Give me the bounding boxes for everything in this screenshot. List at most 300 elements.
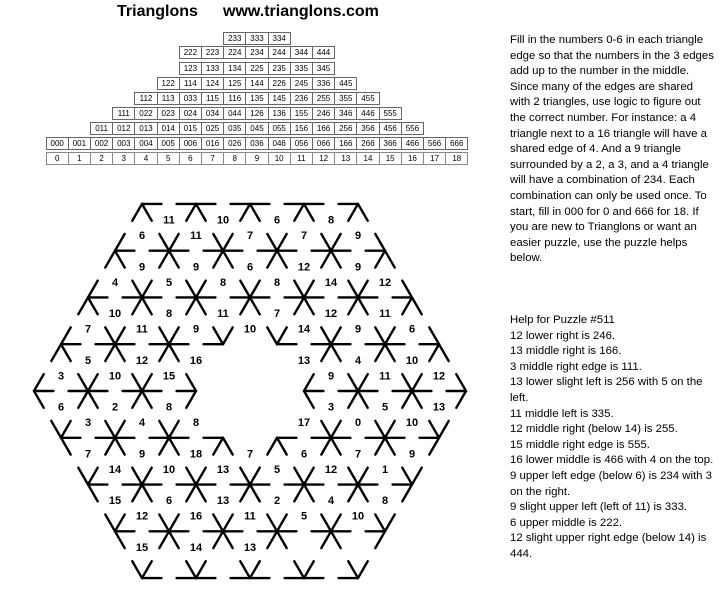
combo-cell: 166: [334, 137, 357, 150]
triangle-clue: 10: [243, 323, 257, 336]
edge-stroke[interactable]: [142, 485, 152, 502]
edge-stroke[interactable]: [240, 297, 250, 314]
combo-cell: 022: [134, 107, 157, 120]
edge-stroke[interactable]: [159, 344, 169, 361]
edge-stroke[interactable]: [375, 327, 385, 344]
triangle-clue: 10: [351, 510, 365, 523]
edge-stroke[interactable]: [277, 438, 287, 455]
edge-stroke[interactable]: [439, 344, 449, 361]
sum-cell: 18: [445, 152, 468, 165]
triangle-clue: 18: [189, 448, 203, 461]
triangle-clue: 7: [300, 230, 308, 243]
edge-stroke[interactable]: [375, 531, 385, 548]
combo-cell: 045: [245, 122, 268, 135]
sum-cell: 7: [201, 152, 224, 165]
edge-stroke[interactable]: [61, 438, 71, 455]
edge-stroke[interactable]: [412, 297, 422, 314]
edge-stroke[interactable]: [223, 438, 233, 455]
edge-stroke[interactable]: [277, 531, 287, 548]
triangle-clue: 13: [216, 495, 230, 508]
combo-cell: 233: [223, 32, 246, 45]
triangle-clue: 17: [297, 417, 311, 430]
edge-stroke[interactable]: [186, 297, 196, 314]
edge-stroke[interactable]: [321, 421, 331, 438]
edge-stroke[interactable]: [375, 234, 385, 251]
combo-cell: 112: [134, 92, 157, 105]
sum-cell: 3: [112, 152, 135, 165]
combo-cell: 134: [223, 62, 246, 75]
help-line: 11 middle left is 335.: [510, 407, 614, 420]
edge-stroke[interactable]: [142, 281, 152, 298]
edge-stroke[interactable]: [250, 297, 260, 314]
edge-stroke[interactable]: [240, 485, 250, 502]
edge-stroke[interactable]: [169, 234, 179, 251]
edge-stroke[interactable]: [159, 514, 169, 531]
combo-cell: 115: [201, 92, 224, 105]
edge-stroke[interactable]: [115, 531, 125, 548]
edge-stroke[interactable]: [402, 485, 412, 502]
edge-stroke[interactable]: [304, 485, 314, 502]
edge-stroke[interactable]: [277, 251, 287, 268]
edge-stroke[interactable]: [115, 421, 125, 438]
edge-stroke[interactable]: [132, 391, 142, 408]
edge-stroke[interactable]: [169, 421, 179, 438]
edge-stroke[interactable]: [267, 438, 277, 455]
help-line: 12 middle right (below 14) is 255.: [510, 423, 678, 436]
edge-stroke[interactable]: [321, 344, 331, 361]
edge-stroke[interactable]: [348, 561, 358, 578]
help-line: 15 middle right edge is 555.: [510, 438, 650, 451]
edge-stroke[interactable]: [159, 438, 169, 455]
edge-stroke[interactable]: [321, 514, 331, 531]
combo-cell: 225: [245, 62, 268, 75]
combo-cell: 111: [112, 107, 135, 120]
triangle-clue: 6: [165, 495, 173, 508]
edge-stroke[interactable]: [105, 514, 115, 531]
edge-stroke[interactable]: [321, 531, 331, 548]
edge-stroke[interactable]: [412, 468, 422, 485]
edge-stroke[interactable]: [223, 514, 233, 531]
help-line: 12 slight upper right edge (below 14) is 444.: [510, 532, 707, 560]
edge-stroke[interactable]: [61, 327, 71, 344]
edge-stroke[interactable]: [169, 251, 179, 268]
edge-stroke[interactable]: [132, 297, 142, 314]
edge-stroke[interactable]: [240, 281, 250, 298]
edge-stroke[interactable]: [412, 374, 422, 391]
edge-stroke[interactable]: [78, 374, 88, 391]
triangle-clue: 6: [273, 214, 281, 227]
triangle-clue: 3: [327, 401, 335, 414]
edge-stroke[interactable]: [358, 485, 368, 502]
edge-stroke[interactable]: [115, 234, 125, 251]
triangle-clue: 5: [165, 276, 173, 289]
edge-stroke[interactable]: [294, 561, 304, 578]
edge-stroke[interactable]: [213, 251, 223, 268]
triangle-clue: 4: [138, 417, 146, 430]
sum-cell: 10: [268, 152, 291, 165]
triangle-clue: 5: [300, 510, 308, 523]
edge-stroke[interactable]: [186, 485, 196, 502]
edge-stroke[interactable]: [358, 297, 368, 314]
edge-stroke[interactable]: [331, 234, 341, 251]
combo-cell: 003: [112, 137, 135, 150]
triangle-clue: 1: [381, 463, 389, 476]
edge-stroke[interactable]: [34, 391, 44, 408]
sum-cell: 1: [68, 152, 91, 165]
triangle-clue: 9: [354, 230, 362, 243]
edge-stroke[interactable]: [402, 374, 412, 391]
instructions-text: Fill in the numbers 0-6 in each triangle edge so that the numbers in the 3 edges add up to the number in the middle. Since many of the edges are shared with 2 triangles, use logic to figure out the correct number. For instance: a 4 triangle next to a 16 triangle will have a shared edge of 4. And a 9 triangle surrounded by a 2, a 3, and a 4 triangle will have a combination of 234. Each combination can only be used once. To start, fill in 000 for 0 and 666 for 18. If you are new to Trianglons or want an easier puzzle, use the puzzle helps below.: [510, 34, 714, 265]
edge-stroke[interactable]: [142, 561, 152, 578]
edge-stroke[interactable]: [250, 561, 260, 578]
edge-stroke[interactable]: [223, 251, 233, 268]
edge-stroke[interactable]: [142, 297, 152, 314]
combo-cell: 555: [379, 107, 402, 120]
sum-cell: 17: [423, 152, 446, 165]
edge-stroke[interactable]: [240, 468, 250, 485]
edge-stroke[interactable]: [321, 438, 331, 455]
edge-stroke[interactable]: [142, 374, 152, 391]
edge-stroke[interactable]: [169, 327, 179, 344]
triangle-clue: 6: [246, 261, 254, 274]
trianglon-puzzle-grid[interactable]: [0, 170, 500, 613]
edge-stroke[interactable]: [186, 468, 196, 485]
combo-cell: 011: [90, 122, 113, 135]
combo-cell: 455: [356, 92, 379, 105]
combo-cell: 136: [268, 107, 291, 120]
triangle-clue: 7: [246, 230, 254, 243]
edge-stroke[interactable]: [159, 327, 169, 344]
combo-cell: 446: [356, 107, 379, 120]
edge-stroke[interactable]: [213, 514, 223, 531]
triangle-clue: 9: [192, 323, 200, 336]
triangle-clue: 3: [57, 370, 65, 383]
edge-stroke[interactable]: [375, 438, 385, 455]
edge-stroke[interactable]: [159, 234, 169, 251]
edge-stroke[interactable]: [321, 327, 331, 344]
edge-stroke[interactable]: [196, 485, 206, 502]
triangle-clue: 10: [405, 417, 419, 430]
combo-cell: 135: [245, 92, 268, 105]
combo-cell: 145: [268, 92, 291, 105]
triangle-clue: 12: [324, 308, 338, 321]
edge-stroke[interactable]: [132, 561, 142, 578]
edge-stroke[interactable]: [223, 327, 233, 344]
triangle-clue: 6: [300, 448, 308, 461]
edge-stroke[interactable]: [294, 468, 304, 485]
edge-stroke[interactable]: [169, 344, 179, 361]
edge-stroke[interactable]: [304, 374, 314, 391]
edge-stroke[interactable]: [196, 281, 206, 298]
page-title: Trianglons: [117, 3, 198, 20]
combo-cell: 355: [334, 92, 357, 105]
edge-stroke[interactable]: [375, 514, 385, 531]
edge-stroke[interactable]: [294, 297, 304, 314]
combo-cell: 034: [201, 107, 224, 120]
edge-stroke[interactable]: [294, 204, 304, 221]
edge-stroke[interactable]: [196, 297, 206, 314]
combo-cell: 133: [201, 62, 224, 75]
edge-stroke[interactable]: [186, 391, 196, 408]
edge-stroke[interactable]: [186, 374, 196, 391]
edge-stroke[interactable]: [213, 234, 223, 251]
edge-stroke[interactable]: [78, 468, 88, 485]
edge-stroke[interactable]: [348, 468, 358, 485]
edge-stroke[interactable]: [132, 281, 142, 298]
edge-stroke[interactable]: [159, 531, 169, 548]
edge-stroke[interactable]: [240, 561, 250, 578]
edge-stroke[interactable]: [213, 327, 223, 344]
edge-stroke[interactable]: [267, 514, 277, 531]
edge-stroke[interactable]: [294, 281, 304, 298]
edge-stroke[interactable]: [331, 531, 341, 548]
edge-stroke[interactable]: [196, 468, 206, 485]
edge-stroke[interactable]: [132, 485, 142, 502]
edge-stroke[interactable]: [88, 297, 98, 314]
edge-stroke[interactable]: [105, 251, 115, 268]
edge-stroke[interactable]: [88, 391, 98, 408]
edge-stroke[interactable]: [186, 281, 196, 298]
edge-stroke[interactable]: [105, 421, 115, 438]
edge-stroke[interactable]: [304, 297, 314, 314]
edge-stroke[interactable]: [402, 468, 412, 485]
combo-cell: 015: [179, 122, 202, 135]
triangle-clue: 7: [246, 448, 254, 461]
triangle-clue: 11: [379, 308, 391, 321]
combo-cell: 344: [290, 46, 313, 59]
edge-stroke[interactable]: [159, 421, 169, 438]
edge-stroke[interactable]: [277, 327, 287, 344]
edge-stroke[interactable]: [240, 204, 250, 221]
edge-stroke[interactable]: [142, 391, 152, 408]
edge-stroke[interactable]: [51, 421, 61, 438]
edge-stroke[interactable]: [412, 391, 422, 408]
edge-stroke[interactable]: [429, 344, 439, 361]
sum-cell: 8: [223, 152, 246, 165]
edge-stroke[interactable]: [402, 297, 412, 314]
edge-stroke[interactable]: [348, 204, 358, 221]
edge-stroke[interactable]: [223, 531, 233, 548]
edge-stroke[interactable]: [304, 561, 314, 578]
sum-cell: 5: [157, 152, 180, 165]
edge-stroke[interactable]: [429, 327, 439, 344]
triangle-clue: 15: [108, 495, 122, 508]
triangle-clue: 11: [163, 214, 175, 227]
edge-stroke[interactable]: [375, 421, 385, 438]
edge-stroke[interactable]: [402, 281, 412, 298]
triangle-clue: 10: [108, 308, 122, 321]
combo-cell: 156: [290, 122, 313, 135]
edge-stroke[interactable]: [429, 421, 439, 438]
edge-stroke[interactable]: [385, 421, 395, 438]
triangle-clue: 7: [273, 308, 281, 321]
triangle-clue: 8: [192, 417, 200, 430]
combo-cell: 144: [245, 77, 268, 90]
edge-stroke[interactable]: [250, 281, 260, 298]
edge-stroke[interactable]: [267, 234, 277, 251]
combo-cell: 445: [334, 77, 357, 90]
edge-stroke[interactable]: [277, 514, 287, 531]
edge-stroke[interactable]: [358, 468, 368, 485]
edge-stroke[interactable]: [250, 485, 260, 502]
edge-stroke[interactable]: [250, 204, 260, 221]
edge-stroke[interactable]: [213, 438, 223, 455]
help-line: 9 upper left edge (below 6) is 234 with 3 on the right.: [510, 469, 712, 498]
edge-stroke[interactable]: [358, 391, 368, 408]
edge-stroke[interactable]: [385, 438, 395, 455]
triangle-clue: 13: [216, 463, 230, 476]
triangle-clue: 8: [165, 308, 173, 321]
edge-stroke[interactable]: [358, 561, 368, 578]
edge-stroke[interactable]: [78, 391, 88, 408]
edge-stroke[interactable]: [348, 374, 358, 391]
edge-stroke[interactable]: [169, 438, 179, 455]
edge-stroke[interactable]: [294, 485, 304, 502]
edge-stroke[interactable]: [385, 344, 395, 361]
combo-cell: 024: [179, 107, 202, 120]
edge-stroke[interactable]: [196, 204, 206, 221]
edge-stroke[interactable]: [456, 374, 466, 391]
edge-stroke[interactable]: [304, 281, 314, 298]
edge-stroke[interactable]: [348, 297, 358, 314]
edge-stroke[interactable]: [169, 514, 179, 531]
edge-stroke[interactable]: [132, 204, 142, 221]
edge-stroke[interactable]: [223, 234, 233, 251]
edge-stroke[interactable]: [132, 468, 142, 485]
edge-stroke[interactable]: [105, 344, 115, 361]
edge-stroke[interactable]: [115, 438, 125, 455]
edge-stroke[interactable]: [375, 251, 385, 268]
triangle-clue: 9: [192, 261, 200, 274]
combo-cell: 334: [268, 32, 291, 45]
edge-stroke[interactable]: [385, 327, 395, 344]
edge-stroke[interactable]: [385, 251, 395, 268]
edge-stroke[interactable]: [321, 251, 331, 268]
triangle-clue: 4: [327, 495, 335, 508]
combo-cell: 234: [245, 46, 268, 59]
combo-cell: 035: [223, 122, 246, 135]
triangle-clue: 14: [189, 541, 203, 554]
edge-stroke[interactable]: [78, 297, 88, 314]
sum-cell: 14: [356, 152, 379, 165]
combo-cell: 222: [179, 46, 202, 59]
triangle-clue: 16: [189, 510, 203, 523]
edge-stroke[interactable]: [196, 561, 206, 578]
edge-stroke[interactable]: [358, 204, 368, 221]
triangle-clue: 14: [108, 463, 122, 476]
combo-cell: 335: [290, 62, 313, 75]
triangle-clue: 5: [273, 463, 281, 476]
combo-cell: 166: [312, 122, 335, 135]
edge-stroke[interactable]: [159, 251, 169, 268]
edge-stroke[interactable]: [277, 234, 287, 251]
edge-stroke[interactable]: [105, 438, 115, 455]
triangle-clue: 4: [354, 354, 362, 367]
edge-stroke[interactable]: [88, 374, 98, 391]
edge-stroke[interactable]: [105, 327, 115, 344]
edge-stroke[interactable]: [358, 374, 368, 391]
edge-stroke[interactable]: [331, 421, 341, 438]
edge-stroke[interactable]: [321, 234, 331, 251]
edge-stroke[interactable]: [88, 485, 98, 502]
edge-stroke[interactable]: [61, 421, 71, 438]
combo-cell: 023: [157, 107, 180, 120]
combo-cell: 044: [223, 107, 246, 120]
edge-stroke[interactable]: [142, 468, 152, 485]
edge-stroke[interactable]: [115, 514, 125, 531]
edge-stroke[interactable]: [250, 468, 260, 485]
edge-stroke[interactable]: [348, 281, 358, 298]
edge-stroke[interactable]: [456, 391, 466, 408]
combo-cell: 155: [290, 107, 313, 120]
edge-stroke[interactable]: [267, 251, 277, 268]
triangle-clue: 13: [297, 354, 311, 367]
edge-stroke[interactable]: [331, 438, 341, 455]
edge-stroke[interactable]: [34, 374, 44, 391]
triangle-clue: 9: [138, 448, 146, 461]
triangle-clue: 14: [297, 323, 311, 336]
edge-stroke[interactable]: [169, 531, 179, 548]
edge-stroke[interactable]: [51, 344, 61, 361]
edge-stroke[interactable]: [115, 251, 125, 268]
edge-stroke[interactable]: [429, 438, 439, 455]
combo-cell: 000: [46, 137, 69, 150]
edge-stroke[interactable]: [186, 561, 196, 578]
edge-stroke[interactable]: [267, 327, 277, 344]
edge-stroke[interactable]: [375, 344, 385, 361]
combo-cell: 244: [268, 46, 291, 59]
edge-stroke[interactable]: [304, 204, 314, 221]
combo-cell: 126: [245, 107, 268, 120]
edge-stroke[interactable]: [358, 281, 368, 298]
edge-stroke[interactable]: [213, 531, 223, 548]
triangle-clue: 12: [432, 370, 446, 383]
combo-cell: 113: [157, 92, 180, 105]
triangle-clue: 7: [84, 448, 92, 461]
edge-stroke[interactable]: [115, 344, 125, 361]
edge-stroke[interactable]: [331, 514, 341, 531]
edge-stroke[interactable]: [186, 204, 196, 221]
edge-stroke[interactable]: [304, 391, 314, 408]
edge-stroke[interactable]: [331, 251, 341, 268]
edge-stroke[interactable]: [331, 327, 341, 344]
edge-stroke[interactable]: [115, 327, 125, 344]
combo-cell: 456: [379, 122, 402, 135]
triangle-clue: 9: [327, 370, 335, 383]
sum-cell: 4: [134, 152, 157, 165]
combo-cell: 224: [223, 46, 246, 59]
edge-stroke[interactable]: [88, 281, 98, 298]
combo-cell: 001: [68, 137, 91, 150]
edge-stroke[interactable]: [267, 531, 277, 548]
edge-stroke[interactable]: [132, 374, 142, 391]
combo-cell: 124: [201, 77, 224, 90]
edge-stroke[interactable]: [61, 344, 71, 361]
edge-stroke[interactable]: [402, 391, 412, 408]
sum-cell: 15: [379, 152, 402, 165]
combo-cell: 026: [223, 137, 246, 150]
edge-stroke[interactable]: [348, 391, 358, 408]
triangle-clue: 13: [243, 541, 257, 554]
edge-stroke[interactable]: [385, 514, 395, 531]
sum-cell: 2: [90, 152, 113, 165]
edge-stroke[interactable]: [331, 344, 341, 361]
edge-stroke[interactable]: [88, 468, 98, 485]
edge-stroke[interactable]: [304, 468, 314, 485]
edge-stroke[interactable]: [439, 421, 449, 438]
edge-stroke[interactable]: [142, 204, 152, 221]
edge-stroke[interactable]: [348, 485, 358, 502]
